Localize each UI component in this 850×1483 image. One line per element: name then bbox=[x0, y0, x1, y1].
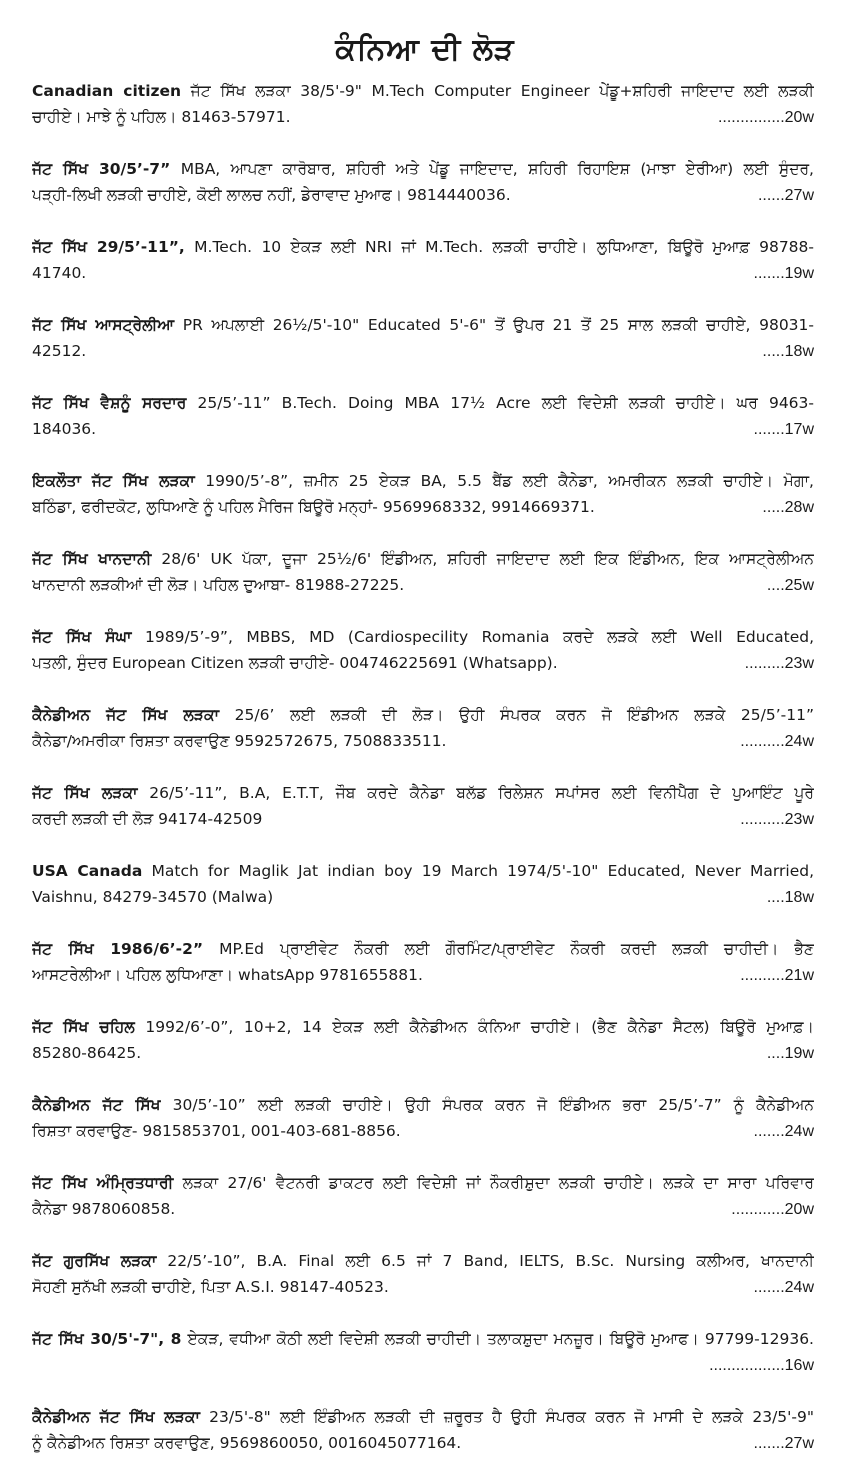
ad-code: .................16w bbox=[709, 1356, 814, 1374]
ad-first-line bbox=[32, 781, 814, 807]
ad-first-line bbox=[32, 1171, 814, 1197]
ad-text: 1990/5’-8”, ਜ਼ਮੀਨ 25 ਏਕੜ BA, 5.5 ਬੈਂਡ ਲਈ ਕੈਨੇਡਾ, ਅਮਰੀਕਨ ਲੜਕੀ ਚਾਹੀਏ। ਮੋਗਾ, bbox=[194, 472, 814, 490]
ad-lead: ਜੱਟ ਸਿੱਖ ਚਹਿਲ bbox=[32, 1018, 135, 1036]
ad-text: 1989/5’-9”, MBBS, MD (Cardiospecility Romania ਕਰਦੇ ਲੜਕੇ ਲਈ Well Educated, bbox=[131, 628, 814, 646]
ad-text-continued: ਕੈਨੇਡਾ/ਅਮਰੀਕਾ ਰਿਸ਼ਤਾ ਕਰਵਾਉਣ 9592572675, 7508833511. bbox=[32, 731, 447, 750]
ad-code: .......24w bbox=[753, 1122, 814, 1140]
ad-text: 25/5’-11” B.Tech. Doing MBA 17½ Acre ਲਈ ਵਿਦੇਸ਼ੀ ਲੜਕੀ ਚਾਹੀਏ। ਘਰ 9463- bbox=[186, 394, 814, 412]
ad-text: 22/5’-10”, B.A. Final ਲਈ 6.5 ਜਾਂ 7 Band, IELTS, B.Sc. Nursing ਕਲੀਅਰ, ਖਾਨਦਾਨੀ bbox=[156, 1252, 814, 1270]
ad-item bbox=[32, 1015, 814, 1093]
ad-text: PR ਅਪਲਾਈ 26½/5'-10" Educated 5'-6" ਤੋਂ ਉਪਰ 21 ਤੋਂ 25 ਸਾਲ ਲੜਕੀ ਚਾਹੀਏ, 98031- bbox=[174, 316, 814, 334]
ad-item bbox=[32, 469, 814, 547]
ad-text: 1992/6’-0”, 10+2, 14 ਏਕੜ ਲਈ ਕੈਨੇਡੀਅਨ ਕੰਨਿਆ ਚਾਹੀਏ। (ਭੈਣ ਕੈਨੇਡਾ ਸੈਟਲ) ਬਿਊਰੋ ਮੁਆਫ਼। bbox=[134, 1018, 814, 1036]
ad-text-continued: Vaishnu, 84279-34570 (Malwa) bbox=[32, 887, 274, 906]
ad-text-continued: 85280-86425. bbox=[32, 1043, 142, 1062]
ad-last-line bbox=[32, 651, 814, 677]
ad-lead: ਜੱਟ ਸਿੱਖ ਵੈਸ਼ਨੂੰ ਸਰਦਾਰ bbox=[32, 394, 187, 412]
ad-text: 23/5'-8" ਲਈ ਇੰਡੀਅਨ ਲੜਕੀ ਦੀ ਜ਼ਰੂਰਤ ਹੈ ਉਹੀ ਸੰਪਰਕ ਕਰਨ ਜੋ ਮਾਸੀ ਦੇ ਲੜਕੇ 23/5'-9" bbox=[199, 1408, 814, 1426]
ad-item bbox=[32, 937, 814, 1015]
ad-first-line bbox=[32, 469, 814, 495]
ad-lead: USA Canada bbox=[32, 862, 143, 880]
ad-item bbox=[32, 703, 814, 781]
ad-item bbox=[32, 625, 814, 703]
ad-item bbox=[32, 859, 814, 937]
ad-code: .......17w bbox=[753, 420, 814, 438]
ad-text: Match for Maglik Jat indian boy 19 March 1974/5'-10" Educated, Never Married, bbox=[142, 862, 814, 880]
ad-first-line bbox=[32, 313, 814, 339]
ad-last-line bbox=[32, 1353, 814, 1379]
ad-lead: ਜੱਟ ਸਿੱਖ 30/5'-7", 8 bbox=[32, 1330, 182, 1348]
ad-last-line bbox=[32, 1197, 814, 1223]
ad-lead: ਜੱਟ ਸਿੱਖ 1986/6’-2” bbox=[32, 940, 204, 958]
ad-lead: ਜੱਟ ਸਿੱਖ ਅੰਮ੍ਰਿਤਧਾਰੀ bbox=[32, 1174, 174, 1192]
ad-first-line bbox=[32, 157, 814, 183]
ad-first-line bbox=[32, 1405, 814, 1431]
ad-code: ....25w bbox=[766, 576, 814, 594]
ad-first-line bbox=[32, 1015, 814, 1041]
ad-lead: ਜੱਟ ਗੁਰਸਿੱਖ ਲੜਕਾ bbox=[32, 1252, 157, 1270]
classified-ads-list bbox=[32, 79, 814, 1483]
ad-code: ..........23w bbox=[740, 810, 814, 828]
ad-text-continued: 41740. bbox=[32, 263, 87, 282]
ad-text: ਜੱਟ ਸਿੱਖ ਲੜਕਾ 38/5'-9" M.Tech Computer Engineer ਪੇਂਡੂ+ਸ਼ਹਿਰੀ ਜਾਇਦਾਦ ਲਈ ਲੜਕੀ bbox=[181, 82, 814, 100]
ad-text-continued: ਨੂੰ ਕੈਨੇਡੀਅਨ ਰਿਸ਼ਤਾ ਕਰਵਾਉਣ, 9569860050, 0016045077164. bbox=[32, 1433, 462, 1452]
ad-code: .......19w bbox=[753, 264, 814, 282]
ad-text: 28/6' UK ਪੱਕਾ, ਦੂਜਾ 25½/6' ਇੰਡੀਅਨ, ਸ਼ਹਿਰੀ ਜਾਇਦਾਦ ਲਈ ਇਕ ਇੰਡੀਅਨ, ਇਕ ਆਸਟ੍ਰੇਲੀਅਨ bbox=[151, 550, 814, 568]
ad-item bbox=[32, 391, 814, 469]
ad-last-line bbox=[32, 183, 814, 209]
ad-text-continued: ਸੋਹਣੀ ਸੁਨੱਖੀ ਲੜਕੀ ਚਾਹੀਏ, ਪਿਤਾ A.S.I. 98147-40523. bbox=[32, 1277, 389, 1296]
ad-first-line bbox=[32, 937, 814, 963]
ad-code: ....19w bbox=[766, 1044, 814, 1062]
ad-item bbox=[32, 547, 814, 625]
ad-last-line bbox=[32, 1041, 814, 1067]
ad-text: ਲੜਕਾ 27/6' ਵੈਟਨਰੀ ਡਾਕਟਰ ਲਈ ਵਿਦੇਸ਼ੀ ਜਾਂ ਨੌਕਰੀਸ਼ੁਦਾ ਲੜਕੀ ਚਾਹੀਏ। ਲੜਕੇ ਦਾ ਸਾਰਾ ਪਰਿਵਾਰ bbox=[173, 1174, 814, 1192]
ad-last-line bbox=[32, 885, 814, 911]
ad-first-line bbox=[32, 391, 814, 417]
ad-text: M.Tech. 10 ਏਕੜ ਲਈ NRI ਜਾਂ M.Tech. ਲੜਕੀ ਚਾਹੀਏ। ਲੁਧਿਆਣਾ, ਬਿਊਰੋ ਮੁਆਫ਼ 98788- bbox=[184, 238, 814, 256]
ad-text-continued: ਬਠਿੰਡਾ, ਫਰੀਦਕੋਟ, ਲੁਧਿਆਣੇ ਨੂੰ ਪਹਿਲ ਮੈਰਿਜ ਬਿਊਰੋ ਮਨ੍ਹਾਂ- 9569968332, 9914669371. bbox=[32, 497, 595, 516]
ad-lead: ਜੱਟ ਸਿੱਖ ਲੜਕਾ bbox=[32, 784, 138, 802]
ad-code: .......24w bbox=[753, 1278, 814, 1296]
ad-code: .....18w bbox=[762, 342, 814, 360]
ad-code: .......27w bbox=[753, 1434, 814, 1452]
ad-first-line bbox=[32, 859, 814, 885]
ad-code: .....28w bbox=[762, 498, 814, 516]
ad-last-line bbox=[32, 573, 814, 599]
ad-first-line bbox=[32, 1249, 814, 1275]
ad-code: ....18w bbox=[766, 888, 814, 906]
ad-last-line bbox=[32, 339, 814, 365]
ad-item bbox=[32, 313, 814, 391]
ad-last-line bbox=[32, 1119, 814, 1145]
ad-text-continued: 184036. bbox=[32, 419, 97, 438]
ad-first-line bbox=[32, 1327, 814, 1353]
ad-code: ..........24w bbox=[740, 732, 814, 750]
ad-item bbox=[32, 1327, 814, 1405]
ad-code: ......27w bbox=[757, 186, 814, 204]
ad-item bbox=[32, 1093, 814, 1171]
ad-last-line bbox=[32, 261, 814, 287]
ad-last-line bbox=[32, 807, 814, 833]
ad-text-continued: ਪਤਲੀ, ਸੁੰਦਰ European Citizen ਲੜਕੀ ਚਾਹੀਏ- 004746225691 (Whatsapp). bbox=[32, 653, 558, 672]
ad-last-line bbox=[32, 1431, 814, 1457]
ad-item bbox=[32, 1171, 814, 1249]
ad-text: MBA, ਆਪਣਾ ਕਾਰੋਬਾਰ, ਸ਼ਹਿਰੀ ਅਤੇ ਪੇਂਡੂ ਜਾਇਦਾਦ, ਸ਼ਹਿਰੀ ਰਿਹਾਇਸ਼ (ਮਾਝਾ ਏਰੀਆ) ਲਈ ਸੁੰਦਰ, bbox=[170, 160, 814, 178]
ad-first-line bbox=[32, 1093, 814, 1119]
ad-lead: ਇਕਲੌਤਾ ਜੱਟ ਸਿੱਖ ਲੜਕਾ bbox=[32, 472, 195, 490]
ad-lead: ਕੈਨੇਡੀਅਨ ਜੱਟ ਸਿੱਖ ਲੜਕਾ bbox=[32, 706, 220, 724]
ad-text-continued: ਆਸਟਰੇਲੀਆ। ਪਹਿਲ ਲੁਧਿਆਣਾ। whatsApp 9781655881. bbox=[32, 965, 423, 984]
ad-text-continued: ਕੈਨੇਡਾ 9878060858. bbox=[32, 1199, 176, 1218]
ad-last-line bbox=[32, 963, 814, 989]
ad-first-line bbox=[32, 547, 814, 573]
ad-last-line bbox=[32, 417, 814, 443]
ad-code: ..........21w bbox=[740, 966, 814, 984]
ad-lead: ਜੱਟ ਸਿੱਖ 29/5’-11”, bbox=[32, 238, 185, 256]
ad-code: ...............20w bbox=[717, 108, 814, 126]
ad-text-continued: ਖਾਨਦਾਨੀ ਲੜਕੀਆਂ ਦੀ ਲੋੜ। ਪਹਿਲ ਦੁਆਬਾ- 81988-27225. bbox=[32, 575, 405, 594]
ad-text: MP.Ed ਪ੍ਰਾਈਵੇਟ ਨੌਕਰੀ ਲਈ ਗੌਰਮਿੰਟ/ਪ੍ਰਾਈਵੇਟ ਨੌਕਰੀ ਕਰਦੀ ਲੜਕੀ ਚਾਹੀਦੀ। ਭੈਣ bbox=[203, 940, 814, 958]
ad-text-continued: ਰਿਸ਼ਤਾ ਕਰਵਾਉਣ- 9815853701, 001-403-681-8856. bbox=[32, 1121, 401, 1140]
ad-lead: ਜੱਟ ਸਿੱਖ ਸੰਘਾ bbox=[32, 628, 132, 646]
ad-first-line bbox=[32, 235, 814, 261]
ad-first-line bbox=[32, 79, 814, 105]
ad-last-line bbox=[32, 105, 814, 131]
ad-text: 26/5’-11”, B.A, E.T.T, ਜੌਬ ਕਰਦੇ ਕੈਨੇਡਾ ਬਲੱਡ ਰਿਲੇਸ਼ਨ ਸਪਾਂਸਰ ਲਈ ਵਿਨੀਪੈੱਗ ਦੇ ਪੁਆਇੰਟ ਪੂਰੇ bbox=[137, 784, 814, 802]
ad-text: 30/5’-10” ਲਈ ਲੜਕੀ ਚਾਹੀਏ। ਉਹੀ ਸੰਪਰਕ ਕਰਨ ਜੋ ਇੰਡੀਅਨ ਭਰਾ 25/5’-7” ਨੂੰ ਕੈਨੇਡੀਅਨ bbox=[160, 1096, 814, 1114]
ad-code: .........23w bbox=[744, 654, 814, 672]
ad-item bbox=[32, 157, 814, 235]
ad-lead: ਕੈਨੇਡੀਅਨ ਜੱਟ ਸਿੱਖ bbox=[32, 1096, 161, 1114]
ad-code: ............20w bbox=[731, 1200, 814, 1218]
ad-text: ਏਕੜ, ਵਧੀਆ ਕੋਠੀ ਲਈ ਵਿਦੇਸ਼ੀ ਲੜਕੀ ਚਾਹੀਦੀ। ਤਲਾਕਸ਼ੁਦਾ ਮਨਜ਼ੂਰ। ਬਿਊਰੋ ਮੁਆਫ। 97799-12936. bbox=[181, 1330, 814, 1348]
ad-item bbox=[32, 79, 814, 157]
ad-lead: ਜੱਟ ਸਿੱਖ ਖਾਨਦਾਨੀ bbox=[32, 550, 152, 568]
ad-item bbox=[32, 781, 814, 859]
ad-first-line bbox=[32, 625, 814, 651]
ad-lead: ਜੱਟ ਸਿੱਖ ਆਸਟ੍ਰੇਲੀਆ bbox=[32, 316, 175, 334]
ad-item bbox=[32, 1249, 814, 1327]
ad-last-line bbox=[32, 1275, 814, 1301]
ad-last-line bbox=[32, 729, 814, 755]
page-title: ਕੰਨਿਆ ਦੀ ਲੋੜ bbox=[335, 32, 515, 67]
ad-last-line bbox=[32, 495, 814, 521]
ad-text-continued: ਪੜ੍ਹੀ-ਲਿਖੀ ਲੜਕੀ ਚਾਹੀਏ, ਕੋਈ ਲਾਲਚ ਨਹੀਂ, ਡੇਰਾਵਾਦ ਮੁਆਫ। 9814440036. bbox=[32, 185, 511, 204]
ad-text: 25/6’ ਲਈ ਲੜਕੀ ਦੀ ਲੋੜ। ਉਹੀ ਸੰਪਰਕ ਕਰਨ ਜੋ ਇੰਡੀਅਨ ਲੜਕੇ 25/5’-11” bbox=[219, 706, 814, 724]
ad-first-line bbox=[32, 703, 814, 729]
ad-text-continued: ਕਰਦੀ ਲੜਕੀ ਦੀ ਲੋੜ 94174-42509 bbox=[32, 809, 263, 828]
ad-text-continued: ਚਾਹੀਏ। ਮਾਝੇ ਨੂੰ ਪਹਿਲ। 81463-57971. bbox=[32, 107, 291, 126]
ad-lead: Canadian citizen bbox=[32, 82, 182, 100]
ad-lead: ਕੈਨੇਡੀਅਨ ਜੱਟ ਸਿੱਖ ਲੜਕਾ bbox=[32, 1408, 200, 1426]
ad-item bbox=[32, 1405, 814, 1483]
ad-item bbox=[32, 235, 814, 313]
ad-lead: ਜੱਟ ਸਿੱਖ 30/5’-7” bbox=[32, 160, 171, 178]
ad-text-continued: 42512. bbox=[32, 341, 87, 360]
